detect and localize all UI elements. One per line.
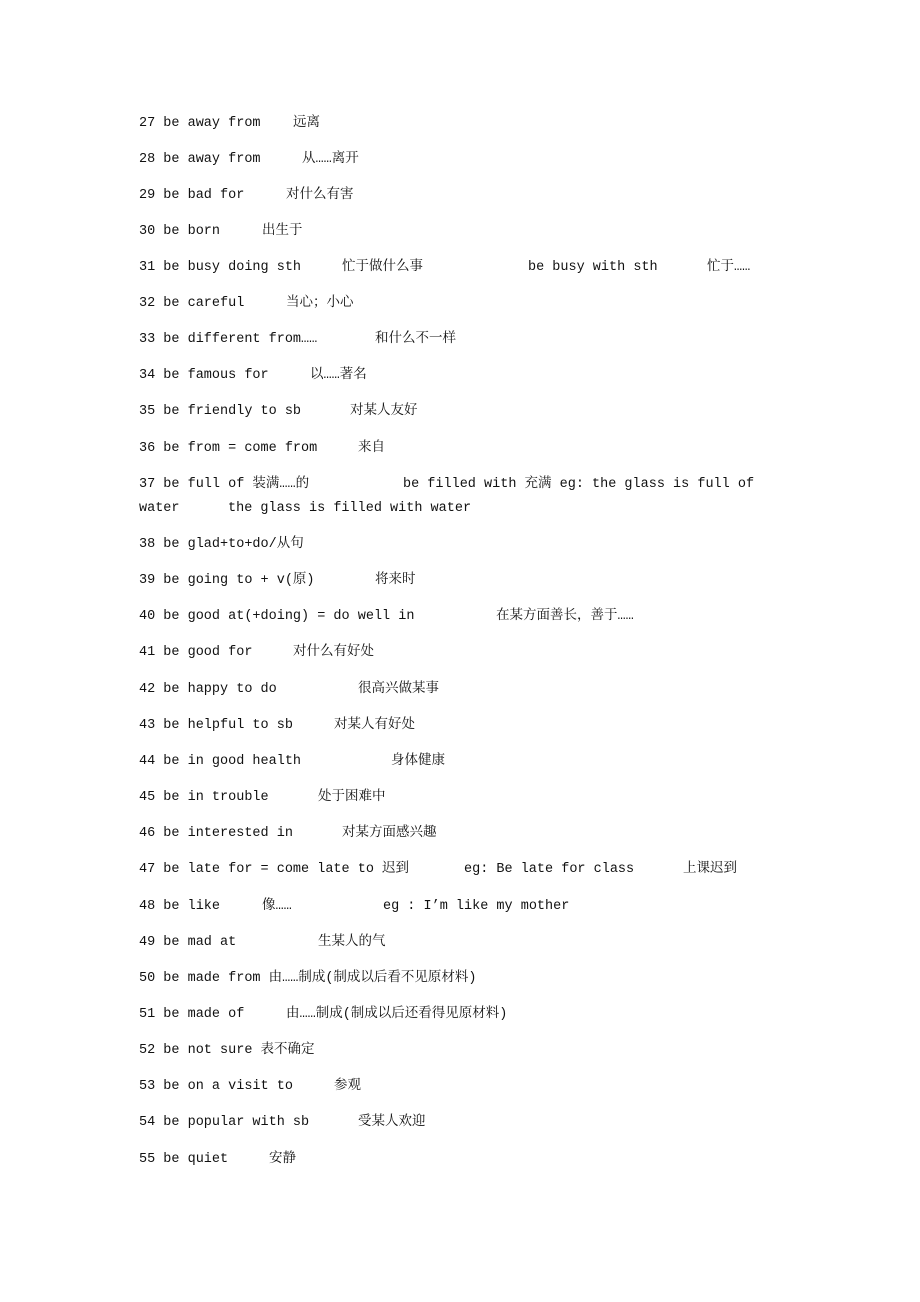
- entry-text: 参观: [334, 1079, 361, 1094]
- entry-text: eg: Be late for class: [464, 862, 635, 877]
- entry-text: be busy with sth: [528, 260, 658, 275]
- entry-phrase: 51 be made of: [139, 1007, 245, 1022]
- entry-phrase: 53 be on a visit to: [139, 1079, 293, 1094]
- entry-phrase: 39 be going to + v(原): [139, 573, 315, 588]
- entry-text: 来自: [358, 441, 385, 456]
- entry-text: 忙于……: [707, 260, 751, 275]
- entry-phrase: 33 be different from……: [139, 332, 318, 347]
- entry-text: 生某人的气: [318, 935, 386, 950]
- entry-phrase: 41 be good for: [139, 645, 253, 660]
- entry-text: 受某人欢迎: [358, 1115, 426, 1130]
- entry-text: 像……: [262, 899, 292, 914]
- entry-phrase: 55 be quiet: [139, 1152, 229, 1167]
- entry-text: 上课迟到: [683, 862, 737, 877]
- entry-phrase: 40 be good at(+doing) = do well in: [139, 609, 415, 624]
- entry-phrase: 48 be like: [139, 899, 221, 914]
- entry-text: 忙于做什么事: [342, 260, 423, 275]
- entry-phrase: 50 be made from 由……制成(制成以后看不见原材料): [139, 971, 477, 986]
- entry-text: 很高兴做某事: [358, 682, 439, 697]
- entry-text: 对什么有害: [286, 188, 354, 203]
- entry-text: 身体健康: [391, 754, 445, 769]
- entry-phrase: 54 be popular with sb: [139, 1115, 310, 1130]
- entry-text: eg : I’m like my mother: [383, 899, 570, 914]
- entry-text: 和什么不一样: [375, 332, 456, 347]
- entry-phrase: 34 be famous for: [139, 368, 269, 383]
- entry-text: 远离: [293, 116, 320, 131]
- entry-phrase: 44 be in good health: [139, 754, 302, 769]
- entry-text: 当心；小心: [286, 296, 354, 311]
- entry-text: 对某人有好处: [334, 718, 415, 733]
- entry-text: 安静: [269, 1152, 296, 1167]
- entry-phrase: 30 be born: [139, 224, 221, 239]
- entry-text: 在某方面善长，善于……: [496, 609, 634, 624]
- entry-text: 出生于: [262, 224, 303, 239]
- entry-phrase: 27 be away from: [139, 116, 261, 131]
- entry-text: the glass is filled with water: [228, 501, 472, 516]
- entry-phrase: 38 be glad+to+do/从句: [139, 537, 304, 552]
- entry-phrase: 36 be from = come from: [139, 441, 318, 456]
- entry-phrase: 37 be full of 装满……的: [139, 477, 310, 492]
- entry-phrase: 29 be bad for: [139, 188, 245, 203]
- entry-text: 对什么有好处: [293, 645, 374, 660]
- entry-text: 以……著名: [310, 368, 367, 383]
- entry-phrase: 45 be in trouble: [139, 790, 269, 805]
- entry-phrase: 43 be helpful to sb: [139, 718, 293, 733]
- entry-text: 对某方面感兴趣: [342, 826, 437, 841]
- entry-text: 处于困难中: [318, 790, 386, 805]
- entry-phrase: 47 be late for = come late to 迟到: [139, 862, 410, 877]
- entry-text: be filled with 充满 eg: the glass is full of: [403, 477, 755, 492]
- entry-phrase: 31 be busy doing sth: [139, 260, 302, 275]
- entry-phrase: 32 be careful: [139, 296, 245, 311]
- entry-phrase: 49 be mad at: [139, 935, 237, 950]
- entry-text: 由……制成(制成以后还看得见原材料): [286, 1007, 508, 1022]
- entry-phrase: 42 be happy to do: [139, 682, 277, 697]
- entry-text: 从……离开: [302, 152, 359, 167]
- entry-phrase: 46 be interested in: [139, 826, 293, 841]
- entry-phrase: 52 be not sure 表不确定: [139, 1043, 315, 1058]
- entry-text: 对某人友好: [350, 404, 418, 419]
- entry-text: water: [139, 501, 180, 516]
- entry-phrase: 35 be friendly to sb: [139, 404, 302, 419]
- entry-phrase: 28 be away from: [139, 152, 261, 167]
- entry-text: 将来时: [375, 573, 416, 588]
